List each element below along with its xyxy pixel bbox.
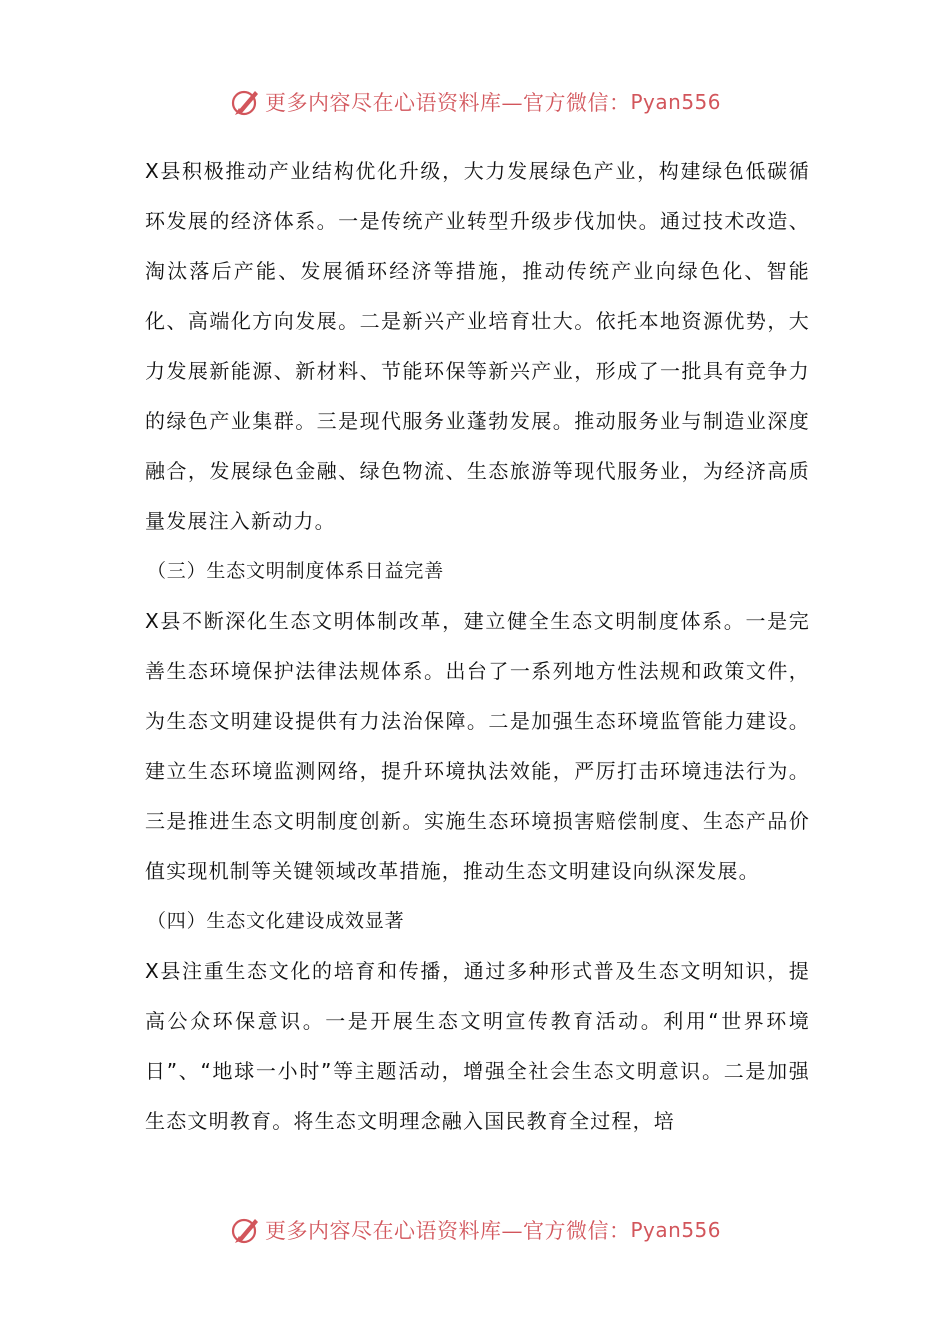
watermark-handle: Pyan556: [630, 90, 721, 114]
heading-culture: （四）生态文化建设成效显著: [147, 910, 405, 932]
paragraph-industry: X县积极推动产业结构优化升级，大力发展绿色产业，构建绿色低碳循环发展的经济体系。一是传统产业转型升级步伐加快。通过技术改造、淘汰落后产能、发展循环经济等措施，推动传统产业向绿色化、智能化、高端化方向发展。二是新兴产业培育壮大。依托本地资源优势，大力发展新能源、新材料、节能环保等新兴产业，形成了一批具有竞争力的绿色产业集群。三是现代服务业蓬勃发展。推动服务业与制造业深度融合，发展绿色金融、绿色物流、生态旅游等现代服务业，为经济高质量发展注入新动力。: [145, 159, 810, 533]
paragraph-culture: X县注重生态文化的培育和传播，通过多种形式普及生态文明知识，提高公众环保意识。一是开展生态文明宣传教育活动。利用“世界环境日”、“地球一小时”等主题活动，增强全社会生态文明意识。二是加强生态文明教育。将生态文明理念融入国民教育全过程，培: [145, 959, 810, 1133]
watermark-text: 更多内容尽在心语资料库—官方微信：: [264, 1219, 631, 1243]
watermark-handle: Pyan556: [630, 1218, 721, 1242]
heading-institution: （三）生态文明制度体系日益完善: [147, 560, 445, 582]
watermark-banner-top: [0, 82, 950, 122]
document-body: [145, 146, 810, 1146]
pen-nib-circle-icon: [229, 1214, 261, 1246]
watermark-text: 更多内容尽在心语资料库—官方微信：: [264, 91, 631, 115]
watermark-banner-bottom: [0, 1210, 950, 1250]
paragraph-institution: X县不断深化生态文明体制改革，建立健全生态文明制度体系。一是完善生态环境保护法律法规体系。出台了一系列地方性法规和政策文件，为生态文明建设提供有力法治保障。二是加强生态环境监管能力建设。建立生态环境监测网络，提升环境执法效能，严厉打击环境违法行为。三是推进生态文明制度创新。实施生态环境损害赔偿制度、生态产品价值实现机制等关键领域改革措施，推动生态文明建设向纵深发展。: [145, 609, 810, 883]
pen-nib-circle-icon: [229, 86, 261, 118]
